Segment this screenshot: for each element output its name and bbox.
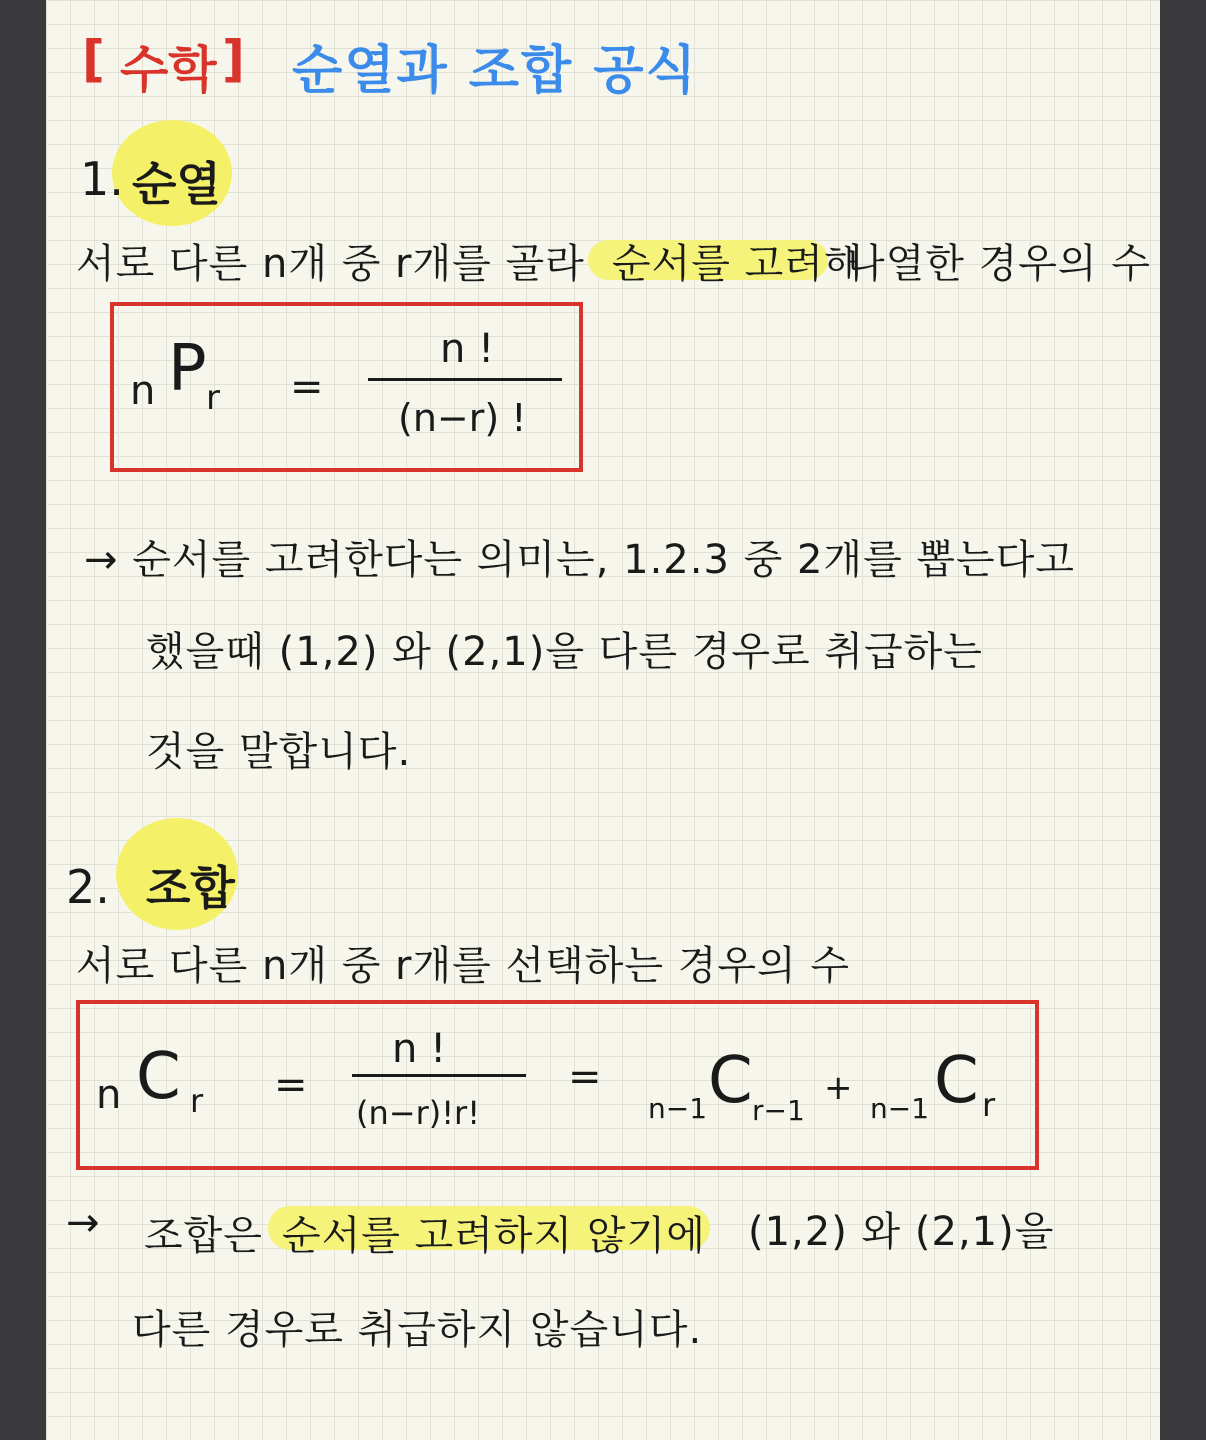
section2-label: 조합	[146, 861, 235, 915]
right-margin	[1160, 0, 1206, 1440]
comb-term2-pre: n−1	[870, 1092, 930, 1125]
title-bracket-open: [	[82, 30, 105, 88]
title-subject: 수학	[120, 41, 217, 99]
comb-term2-sub: r	[982, 1086, 996, 1124]
comb-equals-1: =	[274, 1062, 308, 1108]
section1-definition-highlight: 순서를 고려해	[612, 241, 864, 287]
perm-r-sub: r	[206, 378, 220, 418]
comb-plus: +	[824, 1068, 853, 1108]
comb-equals-2: =	[568, 1054, 602, 1100]
perm-P: P	[168, 332, 207, 406]
section2-note-highlight: 순서를 고려하지 않기에	[282, 1213, 706, 1259]
section2-number: 2.	[66, 860, 110, 914]
comb-n-prefix: n	[96, 1072, 122, 1118]
section1-definition-prefix: 서로 다른 n개 중 r개를 골라	[76, 241, 585, 287]
section1-label: 순열	[132, 157, 221, 211]
perm-equals: =	[290, 364, 324, 410]
section1-note-line2: 했을때 (1,2) 와 (2,1)을 다른 경우로 취급하는	[146, 629, 983, 675]
comb-denominator: (n−r)!r!	[356, 1094, 481, 1132]
perm-numerator: n !	[440, 326, 495, 372]
section1-note-line3: 것을 말합니다.	[146, 729, 412, 775]
comb-term2-C: C	[934, 1044, 979, 1118]
combination-formula-box	[76, 1000, 1039, 1170]
section2-note-arrow: →	[66, 1200, 101, 1246]
perm-fraction-line	[368, 378, 562, 381]
section2-note-suffix: (1,2) 와 (2,1)을	[748, 1209, 1055, 1255]
section1-number: 1.	[80, 152, 124, 206]
left-margin	[0, 0, 46, 1440]
perm-denominator: (n−r) !	[398, 396, 527, 440]
comb-C: C	[136, 1040, 181, 1114]
perm-n-prefix: n	[130, 368, 156, 414]
section1-definition-suffix: 나열한 경우의 수	[846, 241, 1151, 287]
title-topic: 순열과 조합 공식	[292, 41, 698, 101]
section2-note-line2: 다른 경우로 취급하지 않습니다.	[132, 1307, 703, 1353]
comb-term1-pre: n−1	[648, 1092, 708, 1125]
comb-r-sub: r	[190, 1082, 204, 1120]
comb-numerator: n !	[392, 1026, 447, 1072]
title-bracket-close: ]	[222, 30, 245, 88]
comb-fraction-line	[352, 1074, 526, 1077]
comb-term1-C: C	[708, 1044, 753, 1118]
section2-definition: 서로 다른 n개 중 r개를 선택하는 경우의 수	[76, 943, 851, 989]
section2-note-prefix: 조합은	[144, 1213, 263, 1259]
section1-note-line1: → 순서를 고려한다는 의미는, 1.2.3 중 2개를 뽑는다고	[84, 537, 1075, 583]
comb-term1-sub: r−1	[752, 1094, 805, 1127]
